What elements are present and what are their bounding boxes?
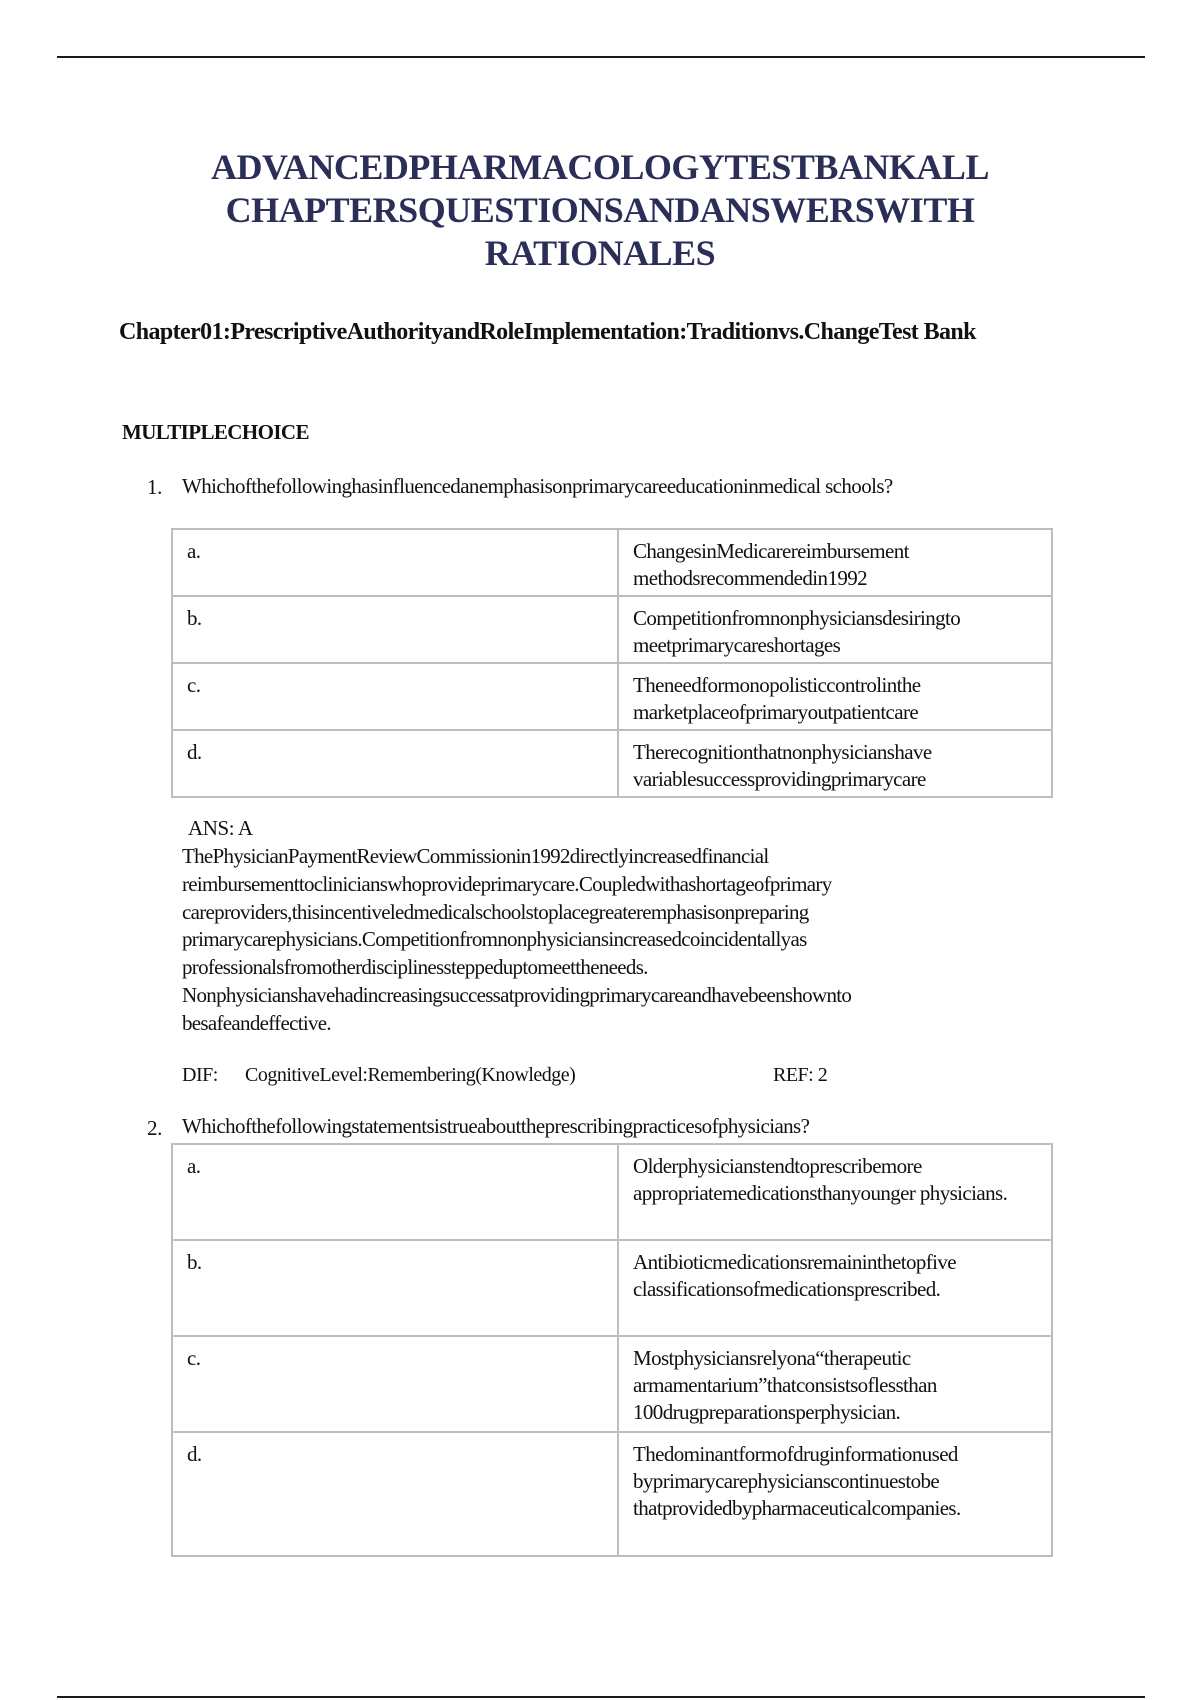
rationale-line: Nonphysicianshavehadincreasingsuccessatprovidingprimarycareandhavebeenshownto [182, 982, 852, 1007]
rationale-line: ThePhysicianPaymentReviewCommissionin1992directlyincreasedfinancial [182, 844, 769, 868]
option-row [172, 730, 1052, 797]
document-title [120, 146, 1080, 275]
option-row [172, 1432, 1052, 1556]
option-letter: d. [172, 730, 618, 797]
option-text: Antibioticmedicationsremaininthetopfive classificationsofmedicationsprescribed. [618, 1240, 1052, 1336]
question-1-text: Whichofthefollowinghasinfluencedanemphasisonprimarycareeducationinmedical schools? [182, 474, 893, 498]
top-rule [57, 56, 1145, 58]
option-row [172, 1336, 1052, 1432]
answer-key: ANS: A [188, 816, 253, 840]
option-row [172, 1240, 1052, 1336]
question-1-number: 1. [147, 475, 162, 499]
option-letter: d. [172, 1432, 618, 1556]
option-letter: b. [172, 1240, 618, 1336]
option-letter: a. [172, 1144, 618, 1240]
option-letter: a. [172, 529, 618, 596]
rationale-line: careproviders,thisincentiveledmedicalschoolstoplacegreateremphasisonpreparing [182, 899, 809, 924]
title-line-3: RATIONALES [484, 233, 716, 273]
option-letter: b. [172, 596, 618, 663]
rationale-line: besafeandeffective. [182, 1010, 331, 1035]
title-line-1: ADVANCEDPHARMACOLOGYTESTBANKALL [211, 147, 989, 187]
option-row [172, 663, 1052, 730]
option-text: Mostphysiciansrelyona“therapeutic armamentarium”thatconsistsoflessthan 100drugpreparationsperphysician. [618, 1336, 1052, 1432]
option-row [172, 596, 1052, 663]
option-text: Thedominantformofdruginformationused byprimarycarephysicianscontinuestobe thatprovidedbypharmaceuticalcompanies. [618, 1432, 1052, 1556]
section-heading: MULTIPLECHOICE [122, 420, 309, 444]
question-2-options [171, 1143, 1053, 1557]
bottom-rule [57, 1696, 1145, 1698]
option-letter: c. [172, 1336, 618, 1432]
question-1-options [171, 528, 1053, 798]
option-row [172, 529, 1052, 596]
dif-label: DIF: [182, 1064, 218, 1086]
rationale-line: primarycarephysicians.Competitionfromnonphysiciansincreasedcoincidentallyas [182, 927, 807, 952]
option-letter: c. [172, 663, 618, 730]
chapter-heading: Chapter01:PrescriptiveAuthorityandRoleImplementation:Traditionvs.ChangeTest Bank [119, 319, 976, 345]
ref-value: REF: 2 [773, 1064, 828, 1086]
title-line-2: CHAPTERSQUESTIONSANDANSWERSWITH [225, 190, 975, 230]
rationale-line: professionalsfromotherdisciplinessteppeduptomeettheneeds. [182, 955, 648, 980]
rationale [182, 843, 1062, 1038]
option-text: ChangesinMedicarereimbursement methodsrecommendedin1992 [618, 529, 1052, 596]
question-2-text: Whichofthefollowingstatementsistrueabouttheprescribingpracticesofphysicians? [182, 1114, 810, 1138]
option-text: Olderphysicianstendtoprescribemore appropriatemedicationsthanyounger physicians. [618, 1144, 1052, 1240]
option-text: Competitionfromnonphysiciansdesiringto meetprimarycareshortages [618, 596, 1052, 663]
option-row [172, 1144, 1052, 1240]
rationale-line: reimbursementtoclinicianswhoprovideprimarycare.Coupledwithashortageofprimary [182, 871, 832, 896]
dif-value: CognitiveLevel:Remembering(Knowledge) [245, 1064, 576, 1086]
question-2-number: 2. [147, 1116, 162, 1140]
option-text: Therecognitionthatnonphysicianshave variablesuccessprovidingprimarycare [618, 730, 1052, 797]
option-text: Theneedformonopolisticcontrolinthe marketplaceofprimaryoutpatientcare [618, 663, 1052, 730]
